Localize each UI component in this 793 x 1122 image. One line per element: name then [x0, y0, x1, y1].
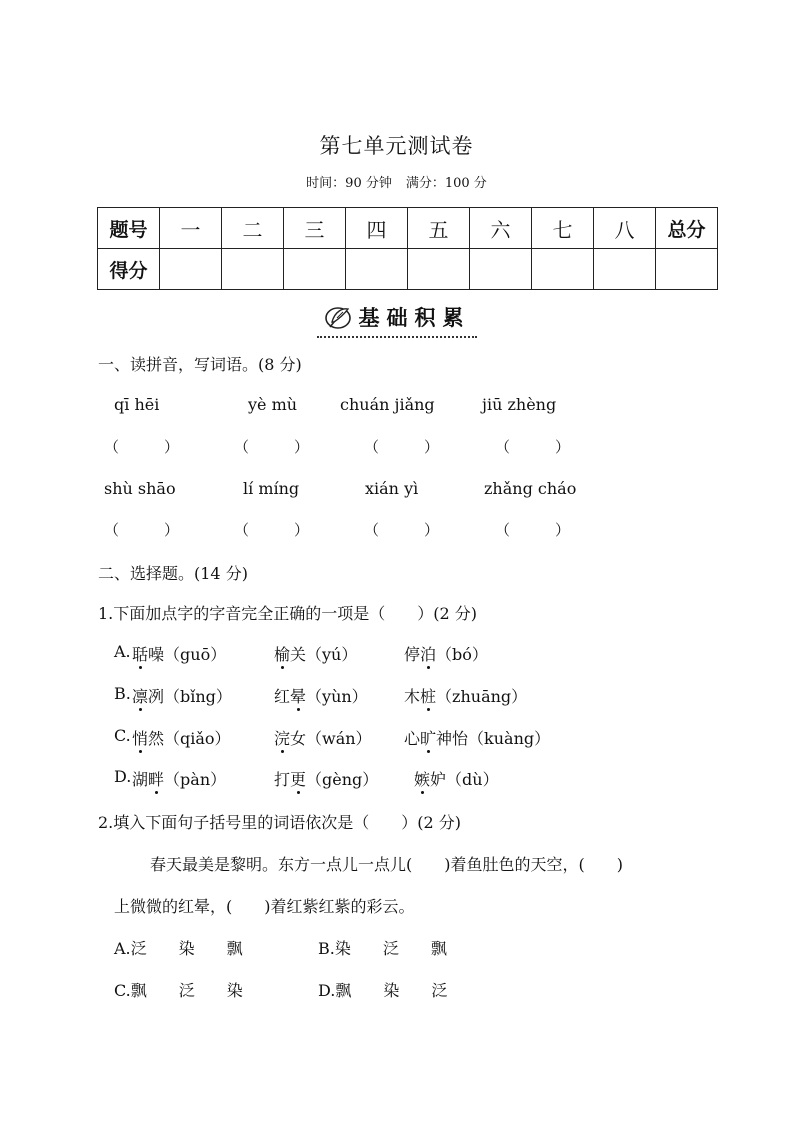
answer-blank[interactable]: （ ） [364, 521, 440, 539]
option-d-word-1: 湖畔（pàn） [132, 770, 227, 789]
pinyin-item: xián yì [365, 479, 419, 498]
question-2-2-stem: 2.填入下面句子括号里的词语依次是（ ）(2 分) [98, 813, 462, 832]
option-a-word-2: 榆关（yú） [274, 645, 358, 664]
pinyin-item: shù shāo [104, 479, 176, 498]
option-a-label: A. [114, 642, 131, 661]
option-2-c: C.飘 泛 染 [114, 981, 243, 1000]
dotted-char: 悄 [132, 729, 149, 748]
section-banner [0, 302, 793, 338]
dotted-char: 榆 [274, 645, 291, 664]
question-2-title: 二、选择题。(14 分) [98, 564, 248, 583]
option-2-a: A.泛 染 飘 [114, 939, 243, 958]
dotted-char: 旷 [420, 729, 437, 748]
option-c-word-3: 心旷神怡（kuàng） [404, 729, 551, 748]
dotted-char: 畔 [148, 770, 165, 789]
pinyin-item: lí míng [243, 479, 300, 498]
score-cell-header: 四 [346, 208, 408, 249]
option-d-label: D. [114, 767, 132, 786]
score-cell-header: 一 [160, 208, 222, 249]
option-a-word-3: 停泊（bó） [404, 645, 488, 664]
answer-blank[interactable]: （ ） [364, 438, 440, 456]
answer-blank[interactable]: （ ） [495, 438, 571, 456]
quill-icon [323, 303, 353, 331]
score-cell-header: 三 [284, 208, 346, 249]
dotted-char: 泊 [420, 645, 437, 664]
option-b-word-3: 木桩（zhuāng） [404, 687, 528, 706]
score-cell-empty [532, 249, 594, 290]
option-2-d: D.飘 染 泛 [318, 981, 448, 1000]
passage-line-1: 春天最美是黎明。东方一点儿一点儿( )着鱼肚色的天空，( ) [150, 855, 623, 874]
score-cell-header: 七 [532, 208, 594, 249]
option-c-word-2: 浣女（wán） [274, 729, 372, 748]
pinyin-item: qī hēi [114, 395, 160, 414]
dotted-char: 晕 [290, 687, 307, 706]
dotted-char: 浣 [274, 729, 291, 748]
option-a-word-1: 聒噪（guō） [132, 645, 227, 664]
score-cell-empty [470, 249, 532, 290]
score-cell-header: 八 [594, 208, 656, 249]
pinyin-item: chuán jiǎng [340, 395, 435, 414]
page-title: 第七单元测试卷 [319, 134, 474, 158]
dotted-char: 聒 [132, 645, 149, 664]
dotted-char: 凛 [132, 687, 149, 706]
pinyin-item: yè mù [248, 395, 298, 414]
score-cell-empty [408, 249, 470, 290]
exam-meta [0, 172, 793, 191]
score-cell-label: 得分 [98, 249, 160, 290]
pinyin-item: jiū zhèng [482, 395, 557, 414]
score-table-header-row [98, 208, 718, 249]
option-c-label: C. [114, 726, 131, 745]
dotted-char: 更 [290, 770, 307, 789]
pinyin-item: zhǎng cháo [484, 479, 577, 498]
score-cell-empty [656, 249, 718, 290]
score-cell-label: 题号 [98, 208, 160, 249]
score-cell-empty [346, 249, 408, 290]
answer-blank[interactable]: （ ） [104, 438, 180, 456]
score-cell-empty [594, 249, 656, 290]
option-b-word-2: 红晕（yùn） [274, 687, 368, 706]
score-cell-total: 总分 [656, 208, 718, 249]
option-d-word-3: 嫉妒（dù） [414, 770, 499, 789]
score-cell-empty [160, 249, 222, 290]
dotted-char: 桩 [420, 687, 437, 706]
option-c-word-1: 悄然（qiǎo） [132, 729, 231, 748]
dotted-char: 嫉 [414, 770, 431, 789]
score-table-score-row [98, 249, 718, 290]
question-1-title: 一、读拼音，写词语。(8 分) [98, 355, 302, 374]
score-table [97, 207, 718, 290]
score-cell-empty [284, 249, 346, 290]
question-2-1-stem: 1.下面加点字的字音完全正确的一项是（ ）(2 分) [98, 604, 478, 623]
answer-blank[interactable]: （ ） [234, 521, 310, 539]
section-banner-text: 基础积累 [358, 306, 471, 330]
answer-blank[interactable]: （ ） [104, 521, 180, 539]
option-d-word-2: 打更（gèng） [274, 770, 379, 789]
score-cell-header: 五 [408, 208, 470, 249]
option-b-label: B. [114, 684, 131, 703]
passage-line-2: 上微微的红晕，( )着红紫红紫的彩云。 [114, 897, 415, 916]
score-cell-empty [222, 249, 284, 290]
option-2-b: B.染 泛 飘 [318, 939, 447, 958]
option-b-word-1: 凛冽（bǐng） [132, 687, 232, 706]
exam-time: 时间：90 分钟 [306, 176, 392, 191]
score-cell-header: 二 [222, 208, 284, 249]
answer-blank[interactable]: （ ） [234, 438, 310, 456]
exam-total-score: 满分：100 分 [405, 176, 487, 191]
score-cell-header: 六 [470, 208, 532, 249]
answer-blank[interactable]: （ ） [495, 521, 571, 539]
